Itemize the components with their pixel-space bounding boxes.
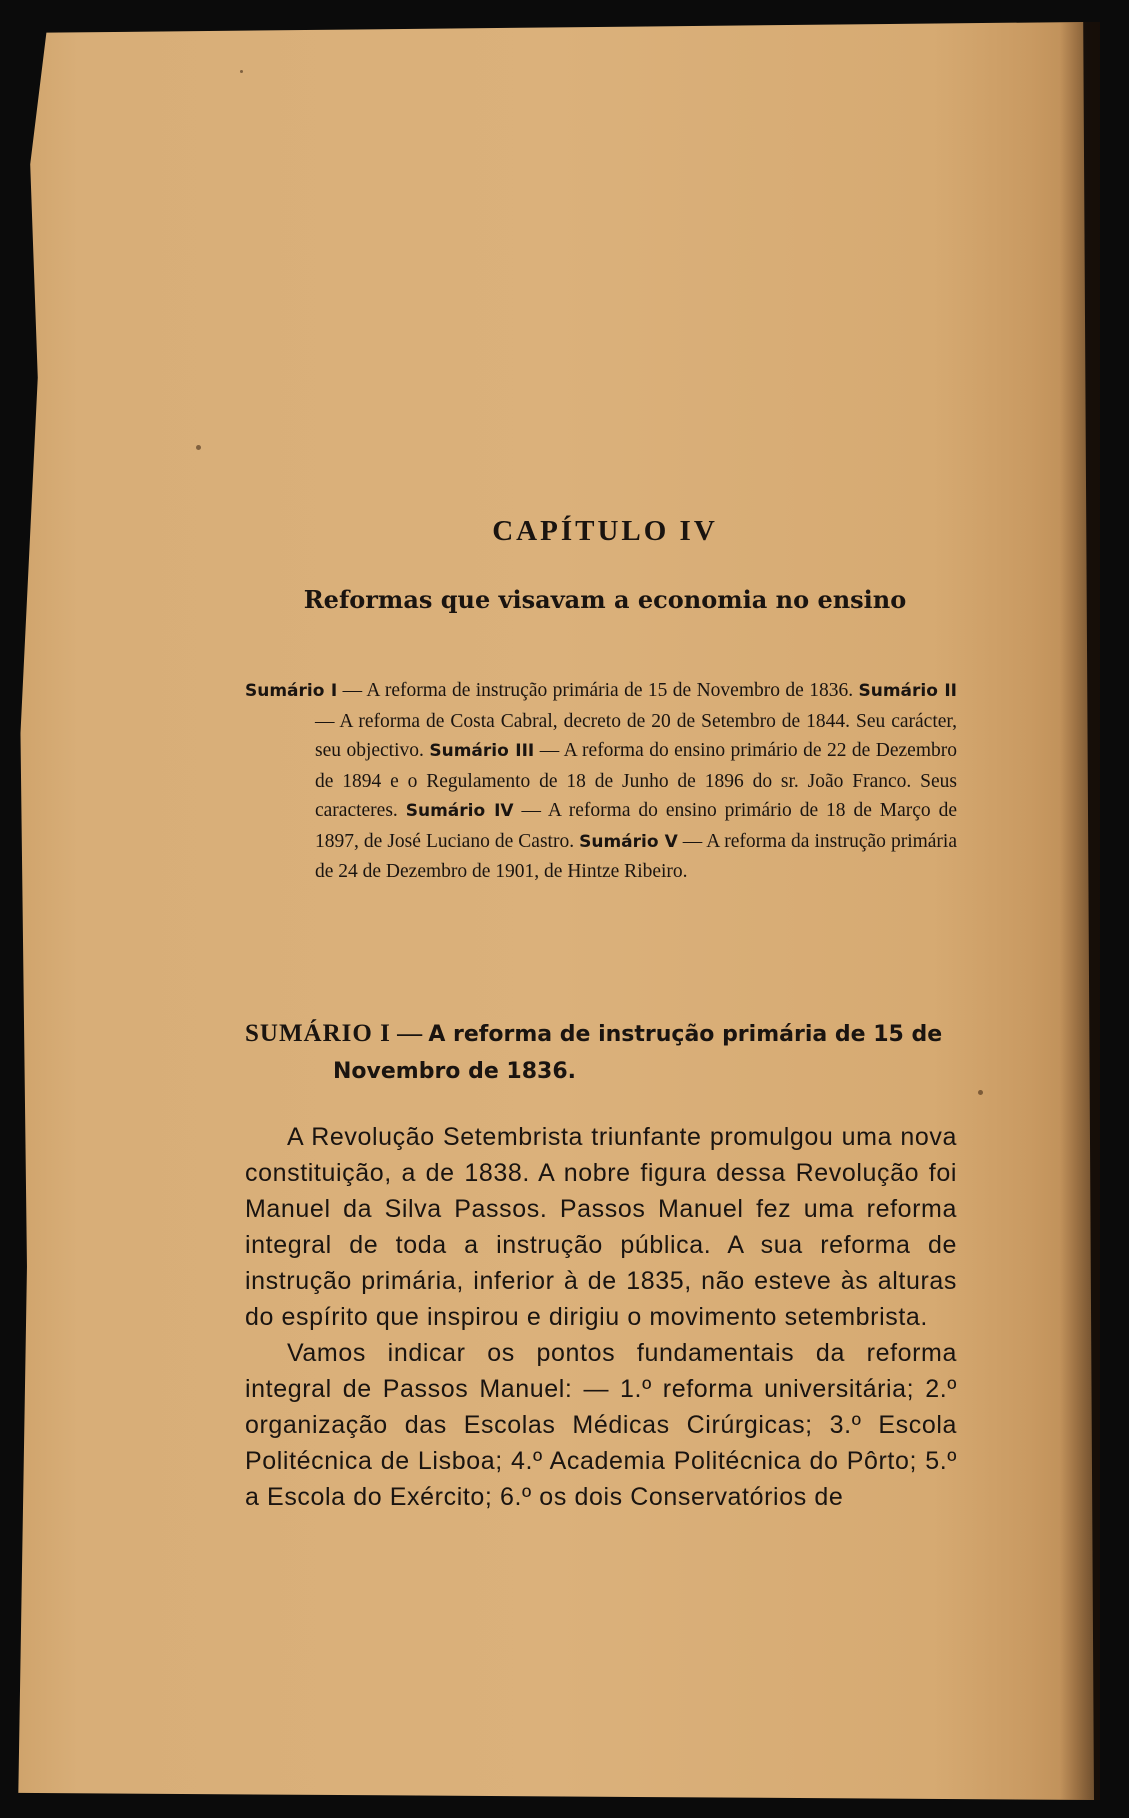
ink-spot: [196, 445, 201, 450]
section-heading: [245, 1016, 957, 1090]
section-lead: SUMÁRIO I: [245, 1020, 391, 1047]
summary-text: — A reforma do ensino primário de 18 de Março de 1897, de José Luciano de Castro.: [315, 800, 957, 852]
summary-text: — A reforma de Costa Cabral, decreto de 20 de Setembro de 1844. Seu carácter, seu objectivo.: [315, 710, 957, 761]
chapter-subtitle: Reformas que visavam a economia no ensino: [303, 585, 907, 614]
summary-label: Sumário V: [579, 831, 678, 852]
page-spine-shadow: [1060, 22, 1100, 1800]
section-title: A reforma de instrução primária de 15 de Novembro de 1836.: [333, 1022, 943, 1084]
summary-label: Sumário III: [429, 741, 535, 761]
summary-text: — A reforma do ensino primário de 22 de Dezembro de 1894 e o Regulamento de 18 de Junho de 1896 do sr. João Franco. Seus caracteres.: [315, 740, 957, 821]
ink-spot: [240, 70, 243, 73]
summary-label: Sumário II: [858, 681, 958, 701]
ink-spot: [978, 1090, 983, 1095]
body-paragraph: A Revolução Setembrista triunfante promulgou uma nova constituição, a de 1838. A nobre figura dessa Revolução foi Manuel da Silva Passos. Passos Manuel fez uma reforma integral de toda a instrução pública. A sua reforma de instrução primária, inferior à de 1835, não esteve às alturas do espírito que inspirou e dirigiu o movimento setembrista.: [245, 1123, 957, 1331]
chapter-summary: [245, 676, 957, 887]
summary-text: — A reforma de instrução primária de 15 de Novembro de 1836.: [337, 680, 859, 701]
book-page: [14, 22, 1094, 1800]
chapter-title: CAPÍTULO IV: [492, 515, 718, 547]
section-dash: —: [390, 1020, 429, 1047]
body-paragraph: Vamos indicar os pontos fundamentais da reforma integral de Passos Manuel: — 1.º reforma universitária; 2.º organização das Escolas Médicas Cirúrgicas; 3.º Escola Politécnica de Lisboa; 4.º Academia Politécnica do Pôrto; 5.º a Escola do Exército; 6.º os dois Conservatórios de: [245, 1339, 957, 1511]
summary-text: — A reforma da instrução primária de 24 de Dezembro de 1901, de Hintze Ribeiro.: [315, 830, 957, 882]
summary-label: Sumário I: [245, 681, 338, 701]
body-text: [245, 1119, 957, 1515]
summary-label: Sumário IV: [405, 801, 514, 821]
